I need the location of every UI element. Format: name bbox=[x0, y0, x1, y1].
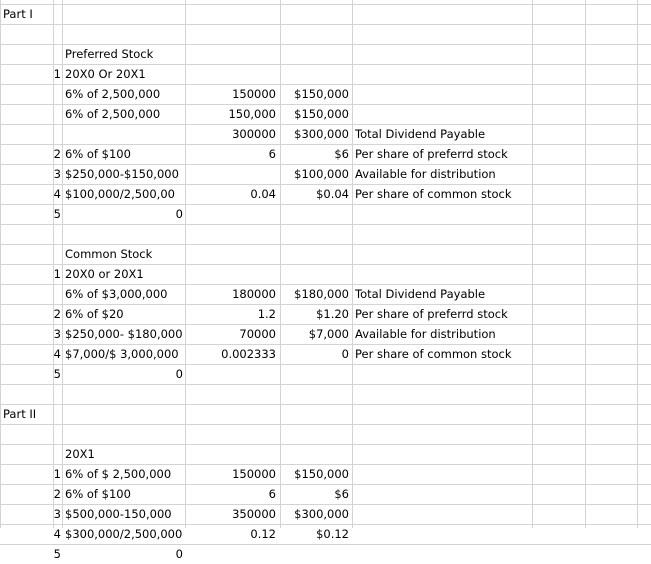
cell[interactable]: $150,000 bbox=[294, 87, 349, 101]
cell[interactable]: 2 bbox=[53, 147, 61, 161]
cell[interactable]: 5 bbox=[53, 367, 61, 381]
cell[interactable]: 150000 bbox=[232, 87, 276, 101]
cell[interactable]: 0.12 bbox=[250, 527, 276, 541]
cell[interactable]: 0 bbox=[341, 347, 349, 361]
cell[interactable]: 1 bbox=[53, 67, 61, 81]
grid-row-line bbox=[0, 404, 651, 405]
cell[interactable]: 1.2 bbox=[257, 307, 276, 321]
cell[interactable]: Available for distribution bbox=[355, 167, 496, 181]
cell[interactable]: Per share of preferrd stock bbox=[355, 307, 508, 321]
cell[interactable]: 3 bbox=[53, 507, 61, 521]
cell[interactable]: 1 bbox=[53, 267, 61, 281]
cell[interactable]: $150,000 bbox=[294, 467, 349, 481]
cell[interactable]: 70000 bbox=[239, 327, 276, 341]
cell[interactable]: Part I bbox=[3, 7, 33, 21]
cell[interactable]: 6% of $20 bbox=[65, 307, 124, 321]
cell[interactable]: 20X0 or 20X1 bbox=[65, 267, 144, 281]
cell[interactable]: $100,000/2,500,00 bbox=[65, 187, 175, 201]
cell[interactable]: 180000 bbox=[232, 287, 276, 301]
cell[interactable]: $500,000-150,000 bbox=[65, 507, 172, 521]
cell[interactable]: $250,000- $180,000 bbox=[65, 327, 183, 341]
cell[interactable]: 3 bbox=[53, 167, 61, 181]
cell[interactable]: 0 bbox=[175, 367, 183, 381]
cell[interactable]: Per share of preferrd stock bbox=[355, 147, 508, 161]
cell[interactable]: 4 bbox=[53, 527, 61, 541]
cell[interactable]: Per share of common stock bbox=[355, 347, 512, 361]
cell[interactable]: $300,000/2,500,000 bbox=[65, 527, 183, 541]
cell[interactable]: $250,000-$150,000 bbox=[65, 167, 179, 181]
cell[interactable]: 150,000 bbox=[228, 107, 276, 121]
cell[interactable]: 6% of $3,000,000 bbox=[65, 287, 168, 301]
cell[interactable]: $7,000/$ 3,000,000 bbox=[65, 347, 179, 361]
cell[interactable]: 350000 bbox=[232, 507, 276, 521]
cell[interactable]: $6 bbox=[334, 147, 349, 161]
cell[interactable]: Total Dividend Payable bbox=[355, 287, 486, 301]
cell[interactable]: $0.12 bbox=[316, 527, 349, 541]
grid-row-line bbox=[0, 384, 651, 385]
cell[interactable]: 3 bbox=[53, 327, 61, 341]
cell[interactable]: 4 bbox=[53, 187, 61, 201]
grid-row-line bbox=[0, 24, 651, 25]
cell[interactable]: 6% of $100 bbox=[65, 487, 131, 501]
cell[interactable]: 1 bbox=[53, 467, 61, 481]
cell[interactable]: $300,000 bbox=[294, 127, 349, 141]
cell[interactable]: $6 bbox=[334, 487, 349, 501]
cell[interactable]: $150,000 bbox=[294, 107, 349, 121]
grid-row-line bbox=[0, 224, 651, 225]
cell[interactable]: 6 bbox=[268, 487, 276, 501]
cell[interactable]: 6% of $ 2,500,000 bbox=[65, 467, 172, 481]
cell[interactable]: $1.20 bbox=[316, 307, 349, 321]
cell[interactable]: 5 bbox=[53, 547, 61, 561]
cell[interactable]: 20X0 Or 20X1 bbox=[65, 67, 146, 81]
cell[interactable]: 2 bbox=[53, 487, 61, 501]
cell[interactable]: Part II bbox=[3, 407, 37, 421]
cell[interactable]: 6% of 2,500,000 bbox=[65, 87, 161, 101]
cell[interactable]: $180,000 bbox=[294, 287, 349, 301]
cell[interactable]: 5 bbox=[53, 207, 61, 221]
cell[interactable]: 0 bbox=[175, 547, 183, 561]
cell[interactable]: 0 bbox=[175, 207, 183, 221]
cell[interactable]: $7,000 bbox=[308, 327, 349, 341]
cell[interactable]: Total Dividend Payable bbox=[355, 127, 486, 141]
cell[interactable]: 4 bbox=[53, 347, 61, 361]
cell[interactable]: 20X1 bbox=[65, 447, 95, 461]
cell[interactable]: Preferred Stock bbox=[65, 47, 154, 61]
cell[interactable]: 0.04 bbox=[250, 187, 276, 201]
grid-row-line bbox=[0, 4, 651, 5]
cell[interactable]: 6% of $100 bbox=[65, 147, 131, 161]
cell[interactable]: $0.04 bbox=[316, 187, 349, 201]
grid-row-line bbox=[0, 424, 651, 425]
cell[interactable]: 6 bbox=[268, 147, 276, 161]
cell[interactable]: 150000 bbox=[232, 467, 276, 481]
cell[interactable]: 300000 bbox=[232, 127, 276, 141]
cell[interactable]: $300,000 bbox=[294, 507, 349, 521]
cell[interactable]: $100,000 bbox=[294, 167, 349, 181]
cell[interactable]: 2 bbox=[53, 307, 61, 321]
cell[interactable]: 0.002333 bbox=[221, 347, 276, 361]
cell[interactable]: Common Stock bbox=[65, 247, 153, 261]
cell[interactable]: 6% of 2,500,000 bbox=[65, 107, 161, 121]
cell[interactable]: Available for distribution bbox=[355, 327, 496, 341]
cell[interactable]: Per share of common stock bbox=[355, 187, 512, 201]
